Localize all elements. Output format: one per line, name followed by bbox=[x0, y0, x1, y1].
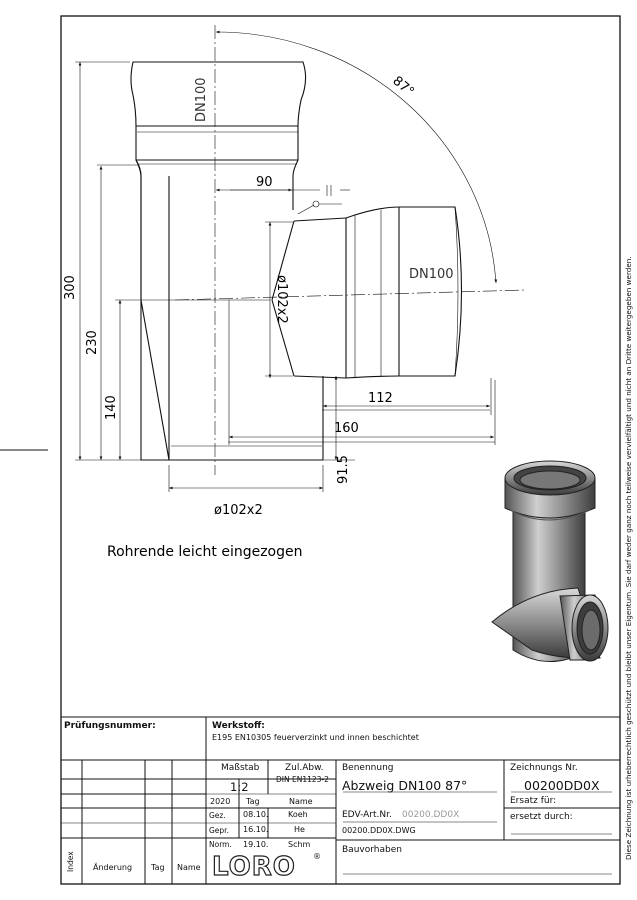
label-branch-dn100: DN100 bbox=[409, 267, 454, 282]
label-main-dn100: DN100 bbox=[194, 77, 209, 122]
name-header: Name bbox=[289, 797, 313, 806]
dim-160: 160 bbox=[334, 421, 359, 436]
branch-centerline bbox=[175, 290, 525, 300]
tag-header: Tag bbox=[246, 797, 260, 806]
werkstoff-label: Werkstoff: bbox=[212, 721, 265, 731]
row-name-norm: Schm bbox=[288, 840, 311, 849]
edv-value: 00200.DD0X bbox=[402, 810, 460, 820]
copyright-side-note: Diese Zeichnung ist urheberrechtlich geschützt und bleibt unser Eigentum. Sie darf weder ganz noch teilweise vervielfältigt und nicht an Dritte weitergegeben werden. bbox=[624, 256, 633, 860]
dwg-filename: 00200.DD0X.DWG bbox=[342, 826, 416, 835]
aenderung-label: Änderung bbox=[93, 863, 133, 872]
loro-logo: LORO bbox=[212, 852, 296, 882]
edv-label: EDV-Art.Nr. bbox=[342, 810, 392, 820]
dim-112: 112 bbox=[368, 391, 393, 406]
row-tag-gepr: 16.10. bbox=[243, 825, 269, 834]
dim-140: 140 bbox=[104, 395, 119, 420]
benennung-value: Abzweig DN100 87° bbox=[342, 778, 468, 793]
ersetzt-durch-label: ersetzt durch: bbox=[510, 812, 573, 822]
name2-label: Name bbox=[177, 863, 201, 872]
iso-view-3d bbox=[492, 461, 608, 662]
logo-registered-mark: ® bbox=[313, 852, 321, 861]
row-label-gez: Gez. bbox=[209, 811, 226, 820]
branch-pipe bbox=[272, 207, 462, 378]
tag2-label: Tag bbox=[151, 863, 165, 872]
row-name-gepr: He bbox=[294, 825, 305, 834]
dim-230: 230 bbox=[85, 330, 100, 355]
index-label: Index bbox=[66, 851, 75, 872]
zul-abw-label: Zul.Abw. bbox=[285, 763, 324, 773]
dim-angle-87: 87° bbox=[389, 73, 417, 100]
pruefnummer-label: Prüfungsnummer: bbox=[64, 721, 156, 731]
year: 2020 bbox=[210, 797, 231, 806]
row-name-gez: Koeh bbox=[288, 810, 308, 819]
dim-91-5: 91.5 bbox=[336, 455, 351, 484]
row-label-gepr: Gepr. bbox=[209, 826, 229, 835]
row-tag-norm: 19.10. bbox=[243, 840, 269, 849]
dim-90: 90 bbox=[256, 175, 273, 190]
zeichnungsnr-label: Zeichnungs Nr. bbox=[510, 763, 578, 773]
dimension-lines bbox=[75, 32, 496, 492]
dim-300: 300 bbox=[63, 275, 78, 300]
drawing-frame bbox=[61, 16, 620, 884]
benennung-label: Benennung bbox=[342, 763, 394, 773]
drawing-note: Rohrende leicht eingezogen bbox=[107, 544, 303, 560]
main-pipe bbox=[131, 62, 323, 460]
dim-branch-diameter: ø102x2 bbox=[274, 275, 289, 324]
zul-abw-value: DIN EN1123-2 bbox=[276, 775, 329, 784]
werkstoff-value: E195 EN10305 feuerverzinkt und innen beschichtet bbox=[212, 733, 419, 742]
row-label-norm: Norm. bbox=[209, 840, 232, 849]
bauvorhaben-label: Bauvorhaben bbox=[342, 845, 402, 855]
zeichnungsnr-value: 00200DD0X bbox=[524, 778, 600, 793]
ersatz-fuer-label: Ersatz für: bbox=[510, 796, 557, 806]
dim-main-diameter: ø102x2 bbox=[214, 503, 263, 518]
massstab-value: 1:2 bbox=[230, 780, 249, 794]
row-tag-gez: 08.10. bbox=[243, 810, 269, 819]
massstab-label: Maßstab bbox=[221, 763, 260, 773]
